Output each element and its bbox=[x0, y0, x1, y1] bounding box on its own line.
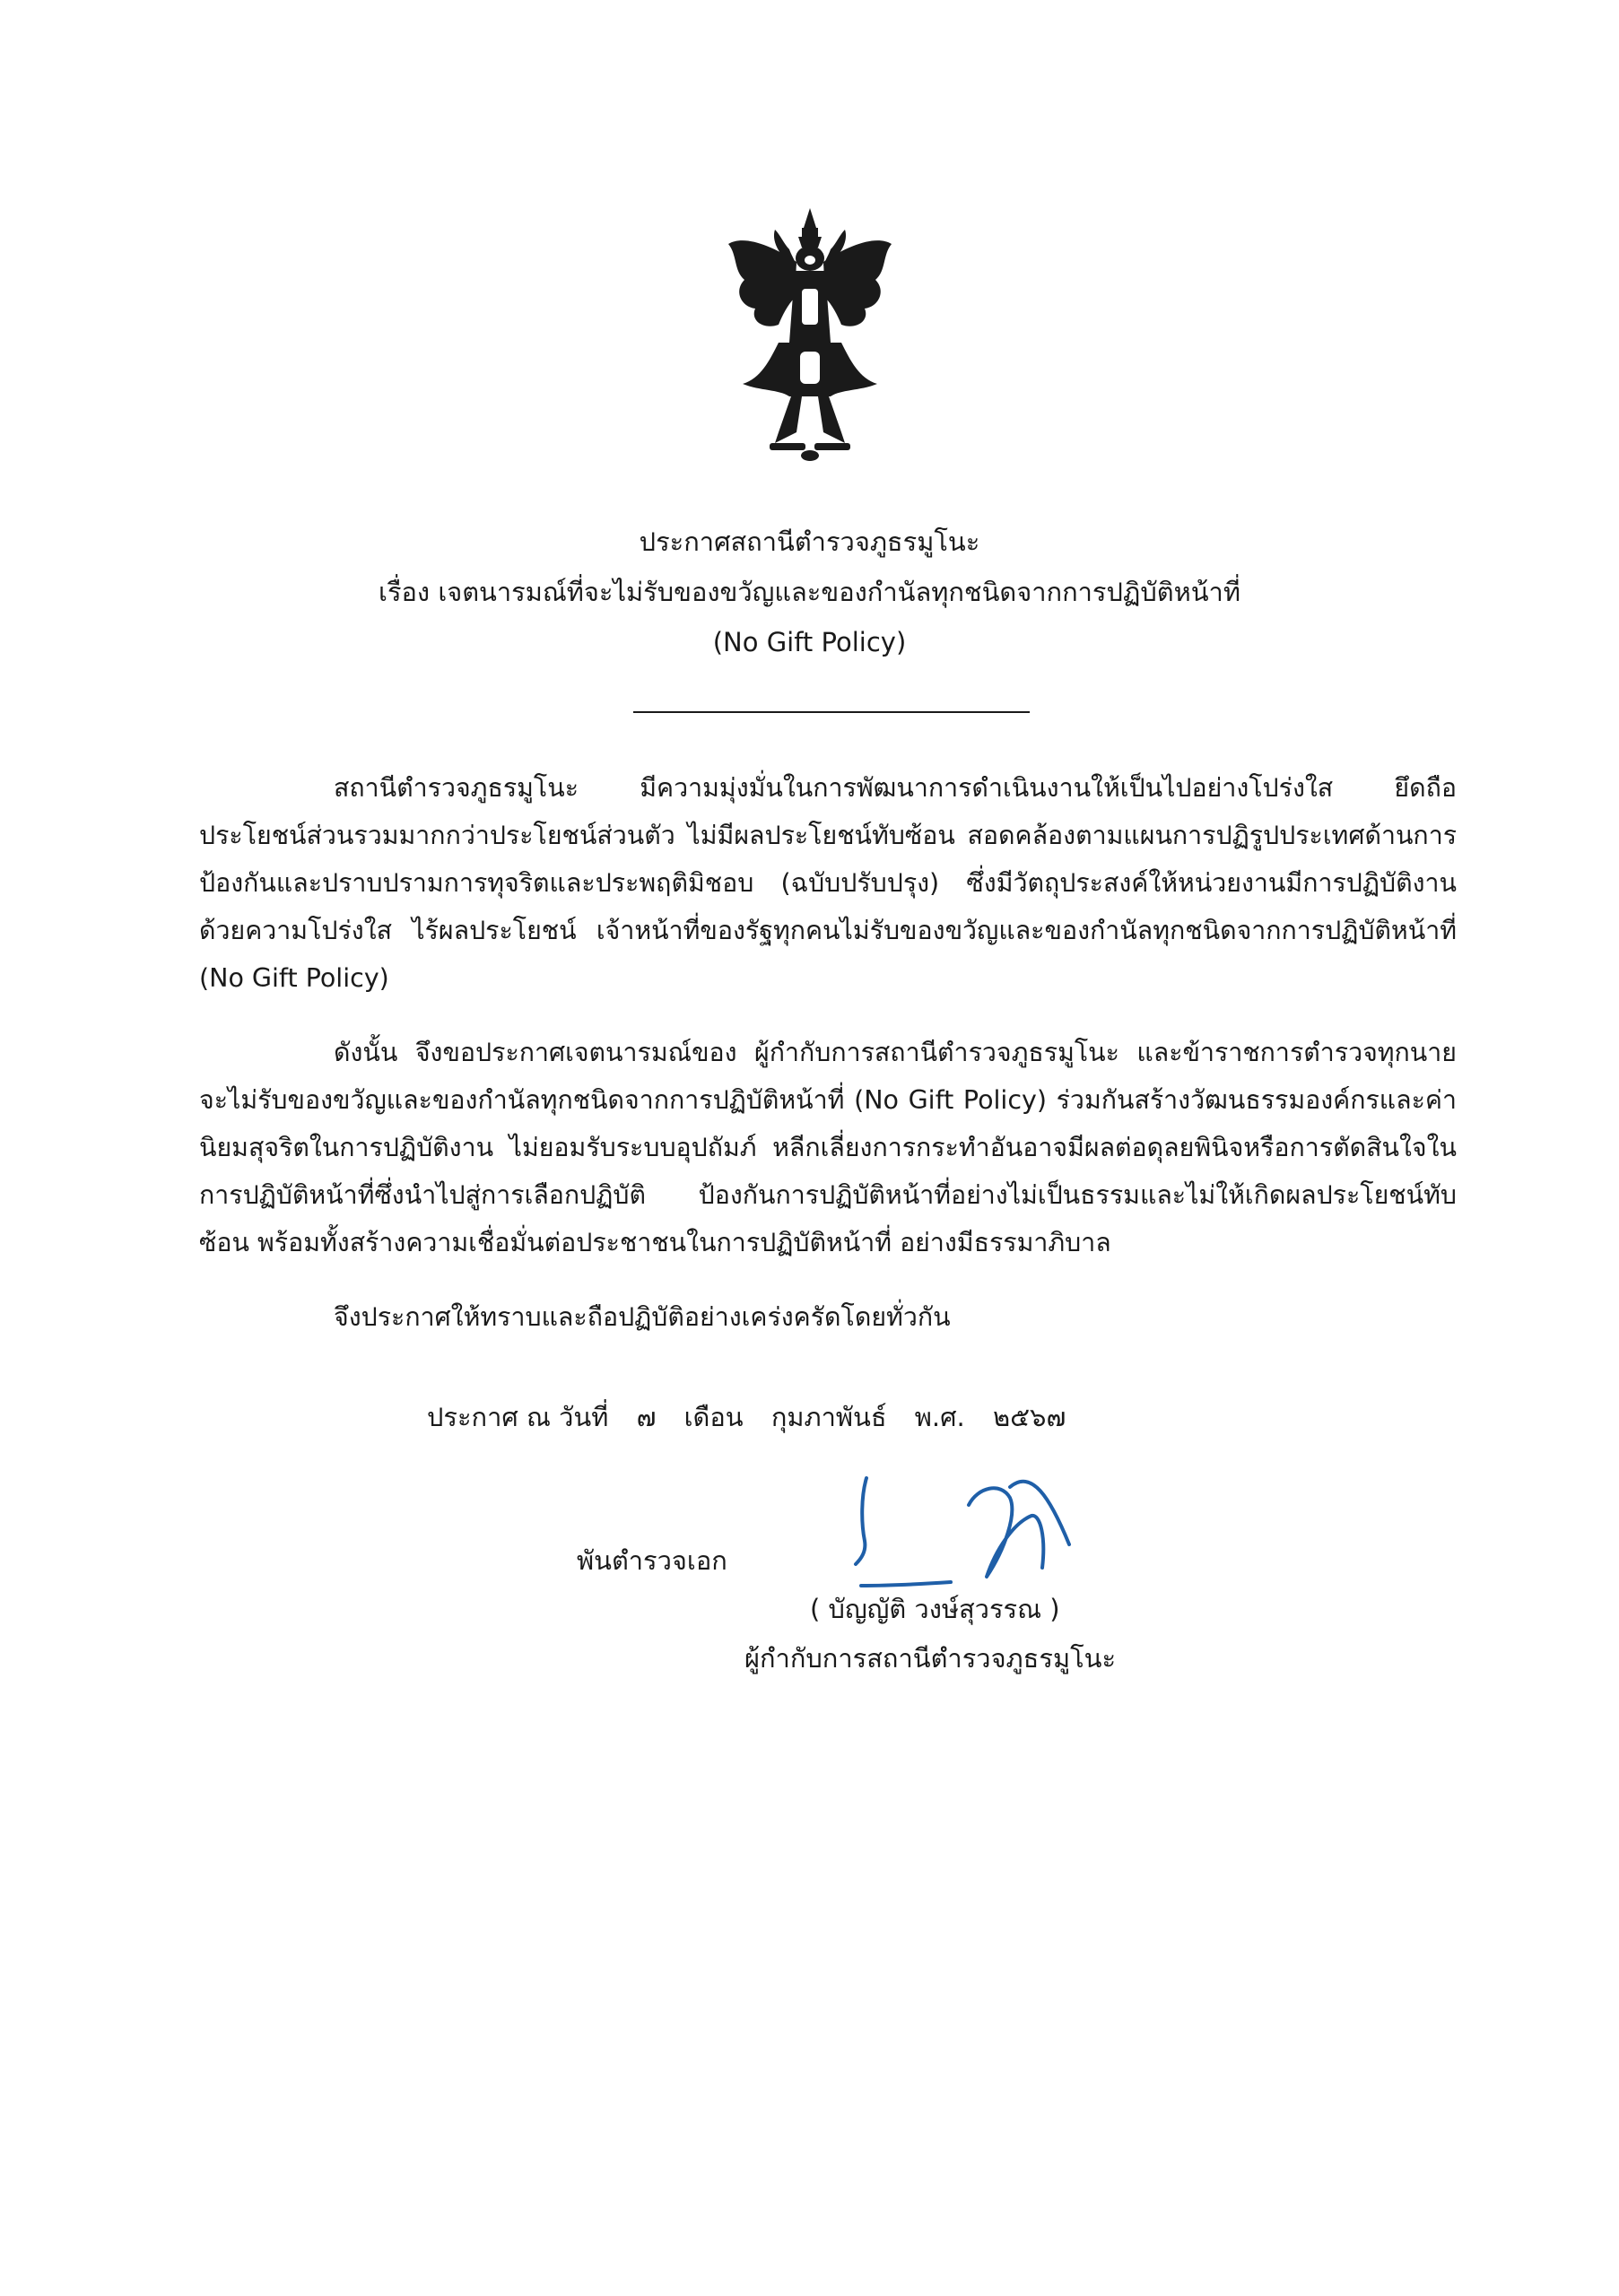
date-year: ๒๕๖๗ bbox=[992, 1402, 1066, 1432]
date-month: กุมภาพันธ์ bbox=[770, 1402, 887, 1432]
policy-name: (No Gift Policy) bbox=[712, 627, 907, 657]
title-divider bbox=[633, 711, 1030, 713]
announcement-subject: เรื่อง เจตนารมณ์ที่จะไม่รับของขวัญและของกำนัลทุกชนิดจากการปฏิบัติหน้าที่ bbox=[379, 577, 1240, 607]
date-prefix: ประกาศ ณ วันที่ bbox=[427, 1402, 609, 1432]
signer-rank: พันตำรวจเอก bbox=[577, 1545, 727, 1576]
date-year-label: พ.ศ. bbox=[914, 1402, 965, 1432]
handwritten-signature-icon bbox=[834, 1451, 1085, 1604]
signer-position: ผู้กำกับการสถานีตำรวจภูธรมูโนะ bbox=[744, 1643, 1117, 1674]
paragraph-declaration: ดังนั้น จึงขอประกาศเจตนารมณ์ของ ผู้กำกับการสถานีตำรวจภูธรมูโนะ และข้าราชการตำรวจทุกนายจะไม่รับของขวัญและของกำนัลทุกชนิดจากการปฏิบัติหน้าที่ (No Gift Policy) ร่วมกันสร้างวัฒนธรรมองค์กรและค่านิยมสุจริตในการปฏิบัติงาน ไม่ยอมรับระบบอุปถัมภ์ หลีกเลี่ยงการกระทำอันอาจมีผลต่อดุลยพินิจหรือการตัดสินใจในการปฏิบัติหน้าที่ซึ่งนำไปสู่การเลือกปฏิบัติ ป้องกันการปฏิบัติหน้าที่อย่างไม่เป็นธรรมและไม่ให้เกิดผลประโยชน์ทับซ้อน พร้อมทั้งสร้างความเชื่อมั่นต่อประชาชนในการปฏิบัติหน้าที่ อย่างมีธรรมาภิบาล bbox=[199, 1038, 1457, 1257]
date-month-label: เดือน bbox=[683, 1402, 744, 1432]
paragraph-closing: จึงประกาศให้ทราบและถือปฏิบัติอย่างเคร่งครัดโดยทั่วกัน bbox=[334, 1302, 951, 1332]
paragraph-intent: สถานีตำรวจภูธรมูโนะ มีความมุ่งมั่นในการพัฒนาการดำเนินงานให้เป็นไปอย่างโปร่งใส ยึดถือประโยชน์ส่วนรวมมากกว่าประโยชน์ส่วนตัว ไม่มีผลประโยชน์ทับซ้อน สอดคล้องตามแผนการปฏิรูปประเทศด้านการป้องกันและปราบปรามการทุจริตและประพฤติมิชอบ (ฉบับปรับปรุง) ซึ่งมีวัตถุประสงค์ให้หน่วยงานมีการปฏิบัติงานด้วยความโปร่งใส ไร้ผลประโยชน์ เจ้าหน้าที่ของรัฐทุกคนไม่รับของขวัญและของกำนัลทุกชนิดจากการปฏิบัติหน้าที่ (No Gift Policy) bbox=[199, 773, 1457, 993]
announcement-date bbox=[427, 1397, 1085, 1437]
signer-name: ( บัญญัติ วงษ์สุวรรณ ) bbox=[810, 1594, 1060, 1624]
date-day: ๗ bbox=[636, 1402, 657, 1432]
garuda-emblem-icon bbox=[725, 208, 895, 461]
announcement-title: ประกาศสถานีตำรวจภูธรมูโนะ bbox=[639, 526, 980, 557]
